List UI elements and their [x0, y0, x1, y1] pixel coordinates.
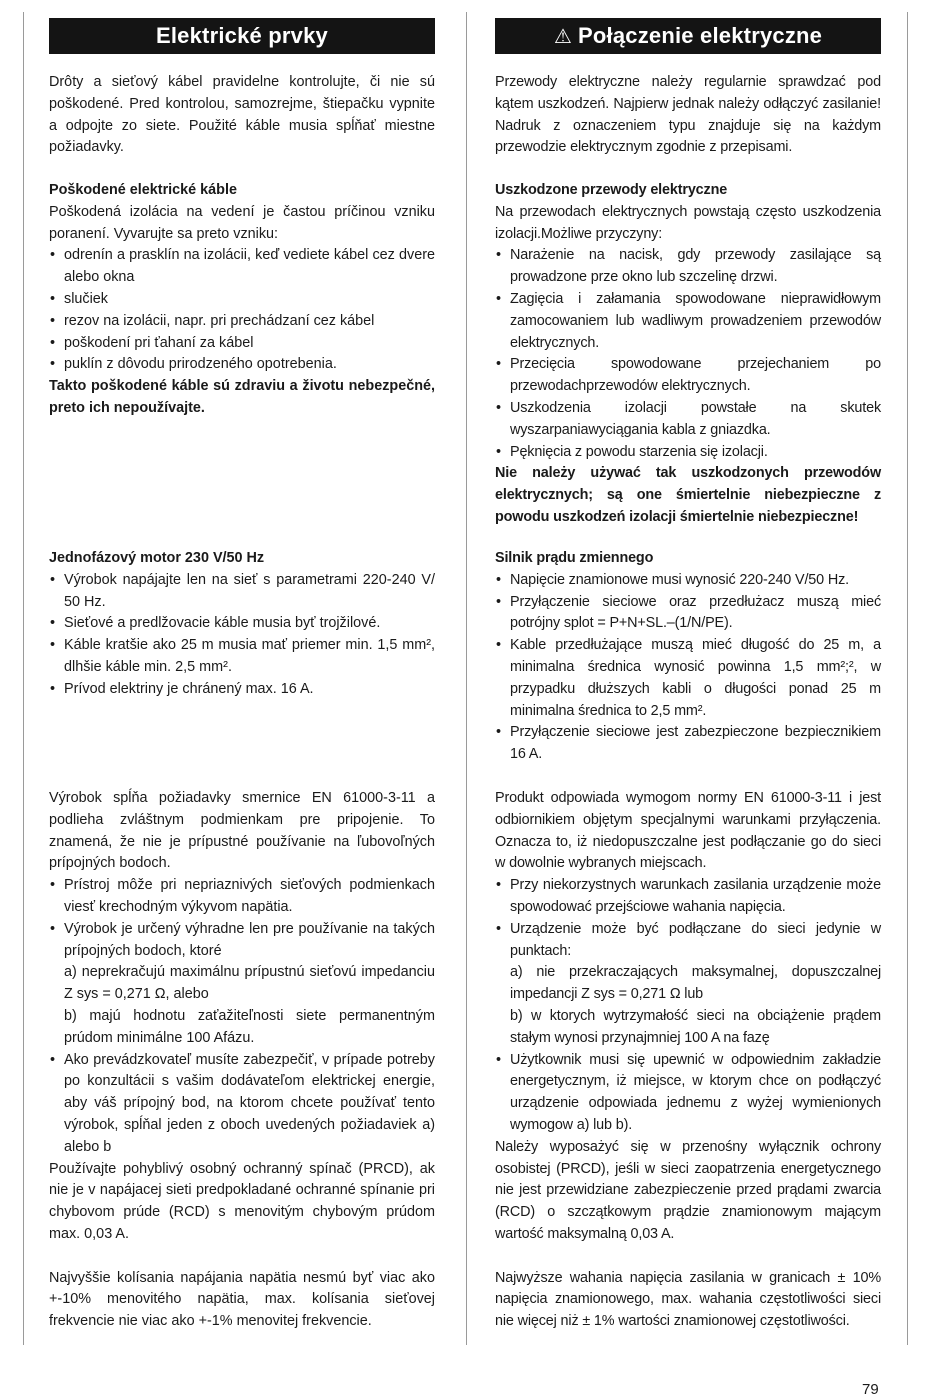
right-norm-section [495, 788, 881, 1333]
list-item: • Káble kratšie ako 25 m musia mať priemer min. 1,5 mm², dlhšie káble min. 2,5 mm². [50, 637, 435, 675]
left-damaged-warning: Takto poškodené káble sú zdraviu a životu nebezpečné, preto ich nepoužívajte. [49, 378, 435, 416]
right-motor-section [495, 548, 881, 766]
left-motor-section [49, 548, 435, 701]
right-damaged-list [495, 245, 881, 463]
left-damaged-heading: Poškodené elektrické káble [49, 182, 237, 198]
list-item: • Użytkownik musi się upewnić w odpowiednim zakładzie energetycznym, iż miejsce, w ktorym chce on podłączyć urządzenie odpowiada jednemu z wyżej wymienionych wymogow a) lub b). [496, 1051, 881, 1133]
list-item: • Przecięcia spowodowane przejechaniem po przewodachprzewodów elektrycznych. [496, 356, 881, 395]
left-prcd-text: Používajte pohyblivý osobný ochranný spínač (PRCD), ak nie je v napájacej sieti predpokladané ochranné spínanie pri chybovom prúde (RCD) s menovitým chybovým prúdom max. 0,03 A. [49, 1160, 435, 1242]
list-item: • Urządzenie może być podłączane do sieci jedynie w punktach: a) nie przekraczających maksymalnej, dopuszczalnej impedancji Z sys = 0,271 Ω lub b) w ktorych wytrzymałość sieci na obciążenie prądem stałym wynosi przynajmniej 100 A na fazę [495, 919, 881, 1050]
list-item: • poškodení pri ťahaní za kábel [50, 334, 254, 351]
right-prcd-text: Należy wyposażyć się w przenośny wyłącznik ochrony osobistej (PRCD), jeśli w sieci zaopatrzenia energetycznego nie jest przewidziane zabezpieczenie przed prądami zwarcia (RCD) o szczątkowym prądzie znamionowym mającym wartość maksymalną 0,03 A. [495, 1138, 881, 1242]
list-item: • Výrobok napájajte len na sieť s parametrami 220-240 V/ 50 Hz. [50, 571, 435, 610]
left-margin-rule [23, 12, 24, 1345]
right-norm-option-b: b) w ktorych wytrzymałość sieci na obciążenie prądem stałym wynosi przynajmniej 100 A na fazę [510, 1007, 881, 1046]
left-motor-heading: Jednofázový motor 230 V/50 Hz [49, 550, 265, 566]
left-intro: Drôty a sieťový kábel pravidelne kontrolujte, či nie sú poškodené. Pred kontrolou, samozrejme, štiepačku vypnite a odpojte zo siete. Použité káble musia spĺňať miestne požiadavky. [49, 74, 435, 156]
list-item: • Przyłączenie sieciowe oraz przedłużacz muszą mieć potrójny splot = P+N+SL.–(1/N/PE). [496, 593, 881, 632]
right-damaged-text: Na przewodach elektrycznych powstają często uszkodzenia izolacji.Możliwe przyczyny: [495, 203, 881, 242]
list-item: • Výrobok je určený výhradne len pre používanie na takých prípojných bodoch, ktoré a) neprekračujú maximálnu prípustnú sieťovú impedanciu Z sys = 0,271 Ω, alebo b) majú hodnotu zaťažiteľnosti siete permanentným prúdom minimálne 100 Afázu. [49, 919, 435, 1050]
page-number: 79 [862, 1381, 879, 1398]
left-norm-option-a: a) neprekračujú maximálnu prípustnú sieťovú impedanciu Z sys = 0,271 Ω, alebo [64, 964, 435, 1003]
right-norm-text: Produkt odpowiada wymogom normy EN 61000-3-11 i jest odbiornikiem objętym specjalnymi warunkami przyłączenia. Oznacza to, iż niedopuszczalne jest podłączanie go do sieci w dowolnie wybranych miejscach. [495, 790, 881, 872]
right-motor-heading: Silnik prądu zmiennego [495, 550, 654, 566]
left-norm-list [49, 875, 435, 1158]
right-norm-list [495, 875, 881, 1137]
list-item: • Kable przedłużające muszą mieć długość do 25 m, a minimalna średnica wynosić powinna 1,5 mm²;², w przypadku dłuższych kabli o długości ponad 25 m minimalna średnica to 2,5 mm². [496, 637, 881, 719]
right-intro: Przewody elektryczne należy regularnie sprawdzać pod kątem uszkodzeń. Najpierw jednak należy odłączyć zasilanie! Nadruk z oznaczeniem typu znajduje się na każdym przewodzie elektrycznym zgodnie z przepisami. [495, 74, 881, 156]
right-damaged-heading: Uszkodzone przewody elektryczne [495, 182, 728, 198]
left-damaged-section [49, 180, 435, 420]
right-damaged-warning: Nie należy używać tak uszkodzonych przewodów elektrycznych; są one śmiertelnie niebezpieczne z powodu uszkodzeń izolacji śmiertelnie niebezpieczne! [495, 465, 881, 525]
center-column-rule [466, 12, 467, 1345]
list-item: • Sieťové a predlžovacie káble musia byť trojžilové. [50, 615, 381, 632]
left-norm-section [49, 788, 435, 1333]
list-item: • puklín z dôvodu prirodzeného opotrebenia. [50, 356, 337, 373]
list-item: • Prívod elektriny je chránený max. 16 A. [50, 680, 314, 697]
right-damaged-section [495, 180, 881, 529]
right-fluctuation-text: Najwyższe wahania napięcia zasilania w granicach ± 10% napięcia znamionowego, max. wahania częstotliwości sieci nie więcej niż ± 1% wartości znamionowej częstotliwości. [495, 1269, 881, 1330]
list-item: • slučiek [50, 290, 108, 307]
list-item: • Zagięcia i załamania spowodowane nieprawidłowym zamocowaniem lub wadliwym prowadzeniem przewodów elektrycznych. [496, 290, 881, 351]
left-header-title: Elektrické prvky [156, 23, 328, 48]
left-section-header [49, 18, 435, 54]
left-motor-list [49, 570, 435, 701]
list-item: • Narażenie na nacisk, gdy przewody zasilające są prowadzone prze okno lub szczelinę drzwi. [496, 247, 881, 286]
list-item: • Przyłączenie sieciowe jest zabezpieczone bezpiecznikiem 16 A. [496, 724, 881, 763]
list-item: • Ako prevádzkovateľ musíte zabezpečiť, v prípade potreby po konzultácii s vašim dodávateľom elektrickej energie, aby váš prípojný bod, na ktorom chcete používať tento výrobok, spĺňal jeden z oboch uvedených požiadaviek a) alebo b [50, 1051, 435, 1155]
right-header-title: Połączenie elektryczne [578, 23, 823, 48]
right-motor-list [495, 570, 881, 766]
left-damaged-list [49, 245, 435, 376]
left-fluctuation-text: Najvyššie kolísania napájania napätia nesmú byť viac ako +-10% menovitého napätia, max. kolísania sieťovej frekvencie nie viac ako +-1% menovitej frekvencie. [49, 1269, 435, 1330]
right-column [495, 18, 881, 1330]
left-norm-option-b: b) majú hodnotu zaťažiteľnosti siete permanentným prúdom minimálne 100 Afázu. [64, 1007, 435, 1046]
list-item: • Prístroj môže pri nepriaznivých sieťových podmienkach viesť krechodným výkyvom napätia. [50, 877, 435, 915]
list-item: • Przy niekorzystnych warunkach zasilania urządzenie może spowodować przejściowe wahania napięcia. [496, 877, 881, 915]
list-item: • Napięcie znamionowe musi wynosić 220-240 V/50 Hz. [496, 571, 849, 588]
right-section-header [495, 18, 881, 54]
left-damaged-text: Poškodená izolácia na vedení je častou príčinou vzniku poranení. Vyvarujte sa preto vzniku: [49, 203, 435, 242]
right-margin-rule [907, 12, 908, 1345]
list-item: • Uszkodzenia izolacji powstałe na skutek wyszarpaniawyciągania kabla z gniazdka. [496, 399, 881, 438]
warning-triangle-icon: ⚠ [553, 26, 573, 48]
left-column [49, 18, 435, 1330]
right-norm-option-a: a) nie przekraczających maksymalnej, dopuszczalnej impedancji Z sys = 0,271 Ω lub [510, 964, 881, 1003]
list-item: • Pęknięcia z powodu starzenia się izolacji. [496, 443, 768, 460]
list-item: • odrenín a prasklín na izolácii, keď vediete kábel cez dvere alebo okna [50, 247, 435, 286]
left-norm-text: Výrobok spĺňa požiadavky smernice EN 61000-3-11 a podlieha zvláštnym podmienkam pre pripojenie. To znamená, že nie je prípustné používanie na ľubovoľných prípojných bodoch. [49, 790, 435, 872]
list-item: • rezov na izolácii, napr. pri prechádzaní cez kábel [50, 312, 375, 329]
